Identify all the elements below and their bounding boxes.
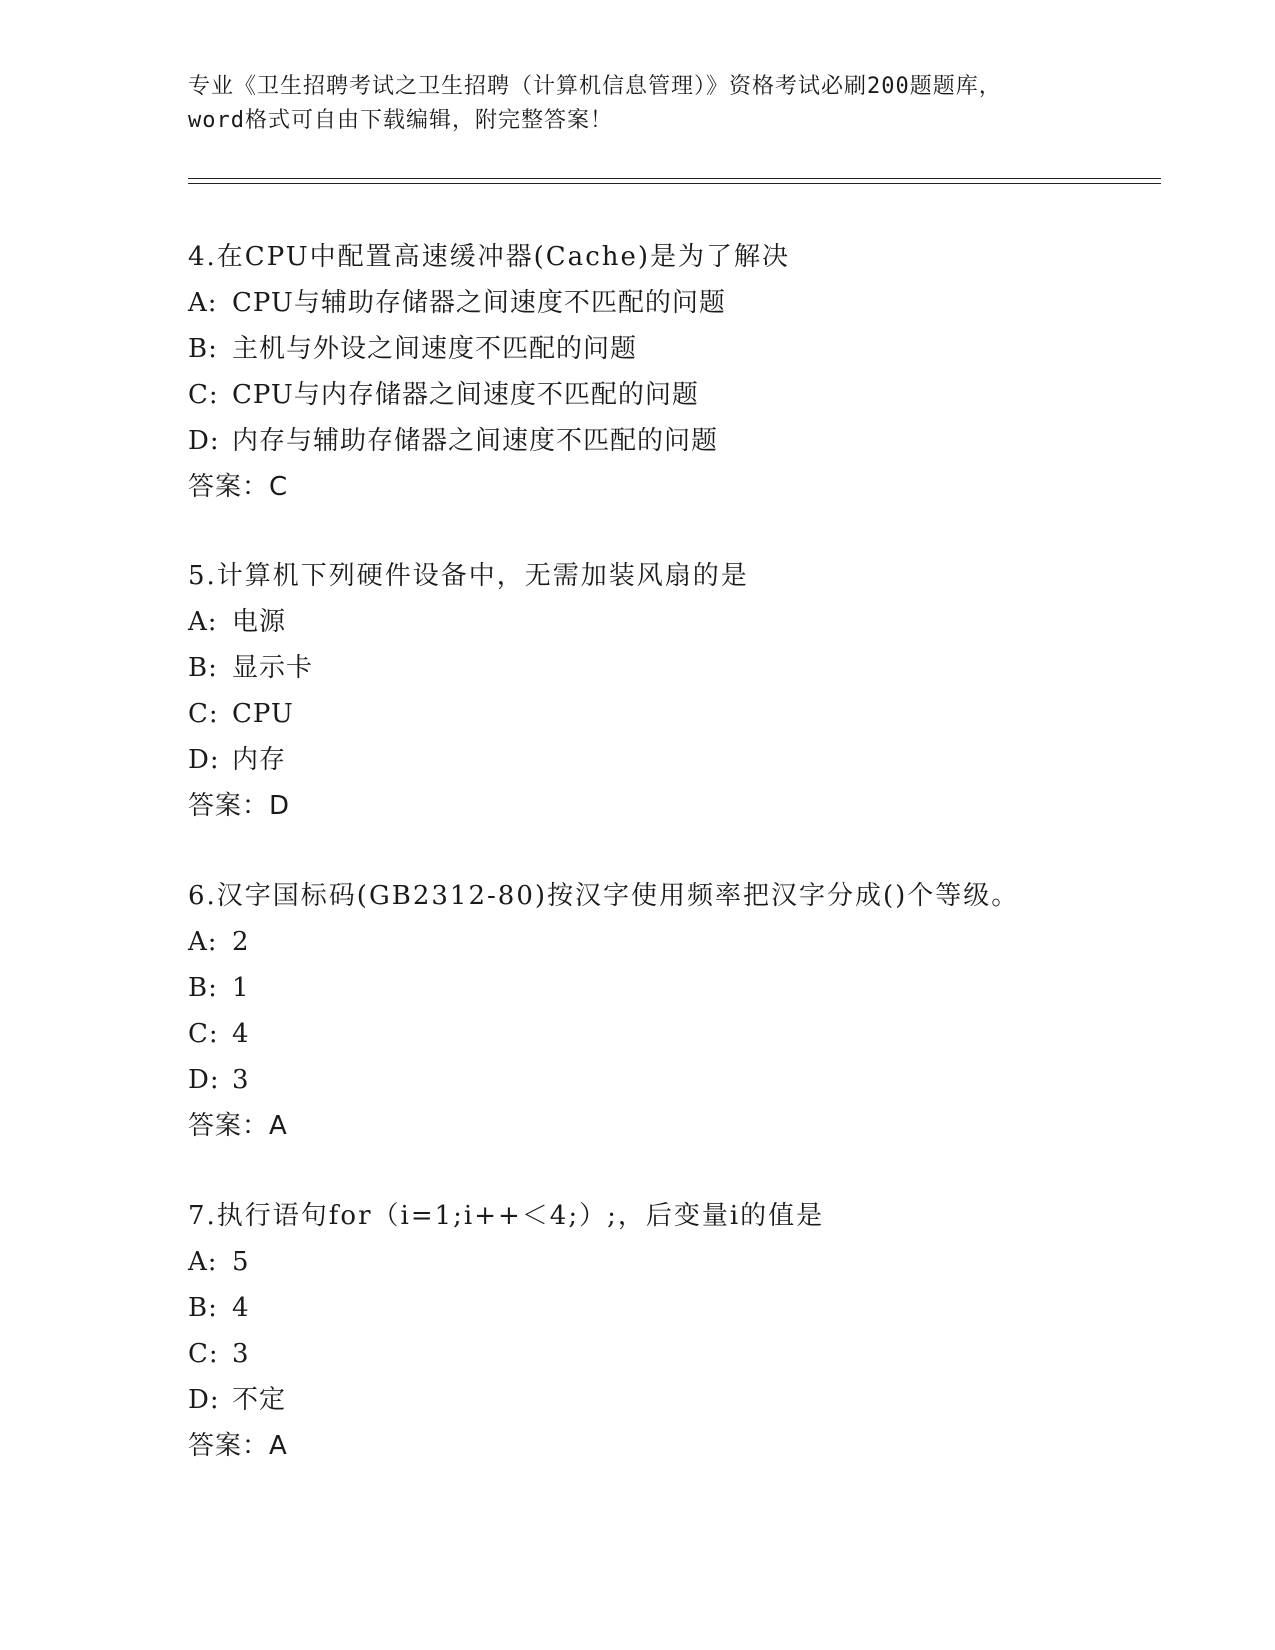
question-4	[188, 234, 1138, 510]
answer-line: 答案：D	[188, 791, 291, 821]
option-b	[188, 645, 1138, 691]
option-text: 电源	[232, 607, 287, 637]
question-stem: 6.汉字国标码(GB2312-80)按汉字使用频率把汉字分成()个等级。	[188, 881, 1020, 911]
option-label: C:	[188, 1339, 219, 1369]
option-text: CPU与辅助存储器之间速度不匹配的问题	[232, 288, 726, 318]
answer-line: 答案：A	[188, 1431, 288, 1461]
option-text: 4	[232, 1293, 250, 1323]
answer-line: 答案：C	[188, 472, 289, 502]
option-a	[188, 919, 1138, 965]
document-header	[188, 70, 1088, 138]
question-stem: 5.计算机下列硬件设备中，无需加装风扇的是	[188, 561, 749, 591]
header-line-1: 专业《卫生招聘考试之卫生招聘（计算机信息管理）》资格考试必刷200题题库，	[188, 74, 1002, 99]
option-c	[188, 372, 1138, 418]
option-c	[188, 691, 1138, 737]
option-c	[188, 1011, 1138, 1057]
option-label: C:	[188, 1019, 219, 1049]
question-stem: 7.执行语句for（i=1;i++＜4;）;，后变量i的值是	[188, 1201, 825, 1231]
option-label: B:	[188, 334, 218, 364]
option-label: D:	[188, 1385, 220, 1415]
option-label: D:	[188, 1065, 220, 1095]
option-label: C:	[188, 380, 219, 410]
option-text: 内存	[232, 745, 287, 775]
option-label: A:	[188, 288, 218, 318]
question-6	[188, 873, 1138, 1149]
option-a	[188, 1239, 1138, 1285]
option-text: 4	[232, 1019, 250, 1049]
option-label: A:	[188, 927, 218, 957]
option-b	[188, 965, 1138, 1011]
option-text: 显示卡	[232, 653, 314, 683]
option-label: C:	[188, 699, 219, 729]
option-c	[188, 1331, 1138, 1377]
question-5	[188, 553, 1138, 829]
header-line-2: word格式可自由下载编辑，附完整答案！	[188, 108, 613, 133]
option-text: 1	[232, 973, 250, 1003]
option-label: D:	[188, 745, 220, 775]
option-text: CPU	[232, 699, 294, 729]
option-text: CPU与内存储器之间速度不匹配的问题	[232, 380, 699, 410]
question-stem: 4.在CPU中配置高速缓冲器(Cache)是为了解决	[188, 242, 791, 272]
option-text: 3	[232, 1339, 250, 1369]
option-text: 不定	[232, 1385, 287, 1415]
option-d	[188, 1377, 1138, 1423]
option-label: D:	[188, 426, 220, 456]
option-d	[188, 1057, 1138, 1103]
option-label: B:	[188, 1293, 218, 1323]
answer-line: 答案：A	[188, 1111, 288, 1141]
option-text: 5	[232, 1247, 250, 1277]
option-text: 内存与辅助存储器之间速度不匹配的问题	[232, 426, 719, 456]
header-divider-top	[188, 178, 1161, 179]
option-label: B:	[188, 973, 218, 1003]
option-a	[188, 599, 1138, 645]
option-text: 主机与外设之间速度不匹配的问题	[232, 334, 638, 364]
option-b	[188, 326, 1138, 372]
option-d	[188, 737, 1138, 783]
option-label: A:	[188, 1247, 218, 1277]
option-text: 3	[232, 1065, 250, 1095]
option-b	[188, 1285, 1138, 1331]
option-label: B:	[188, 653, 218, 683]
header-divider-bottom	[188, 183, 1161, 184]
option-a	[188, 280, 1138, 326]
question-7	[188, 1193, 1138, 1469]
option-d	[188, 418, 1138, 464]
option-label: A:	[188, 607, 218, 637]
option-text: 2	[232, 927, 250, 957]
